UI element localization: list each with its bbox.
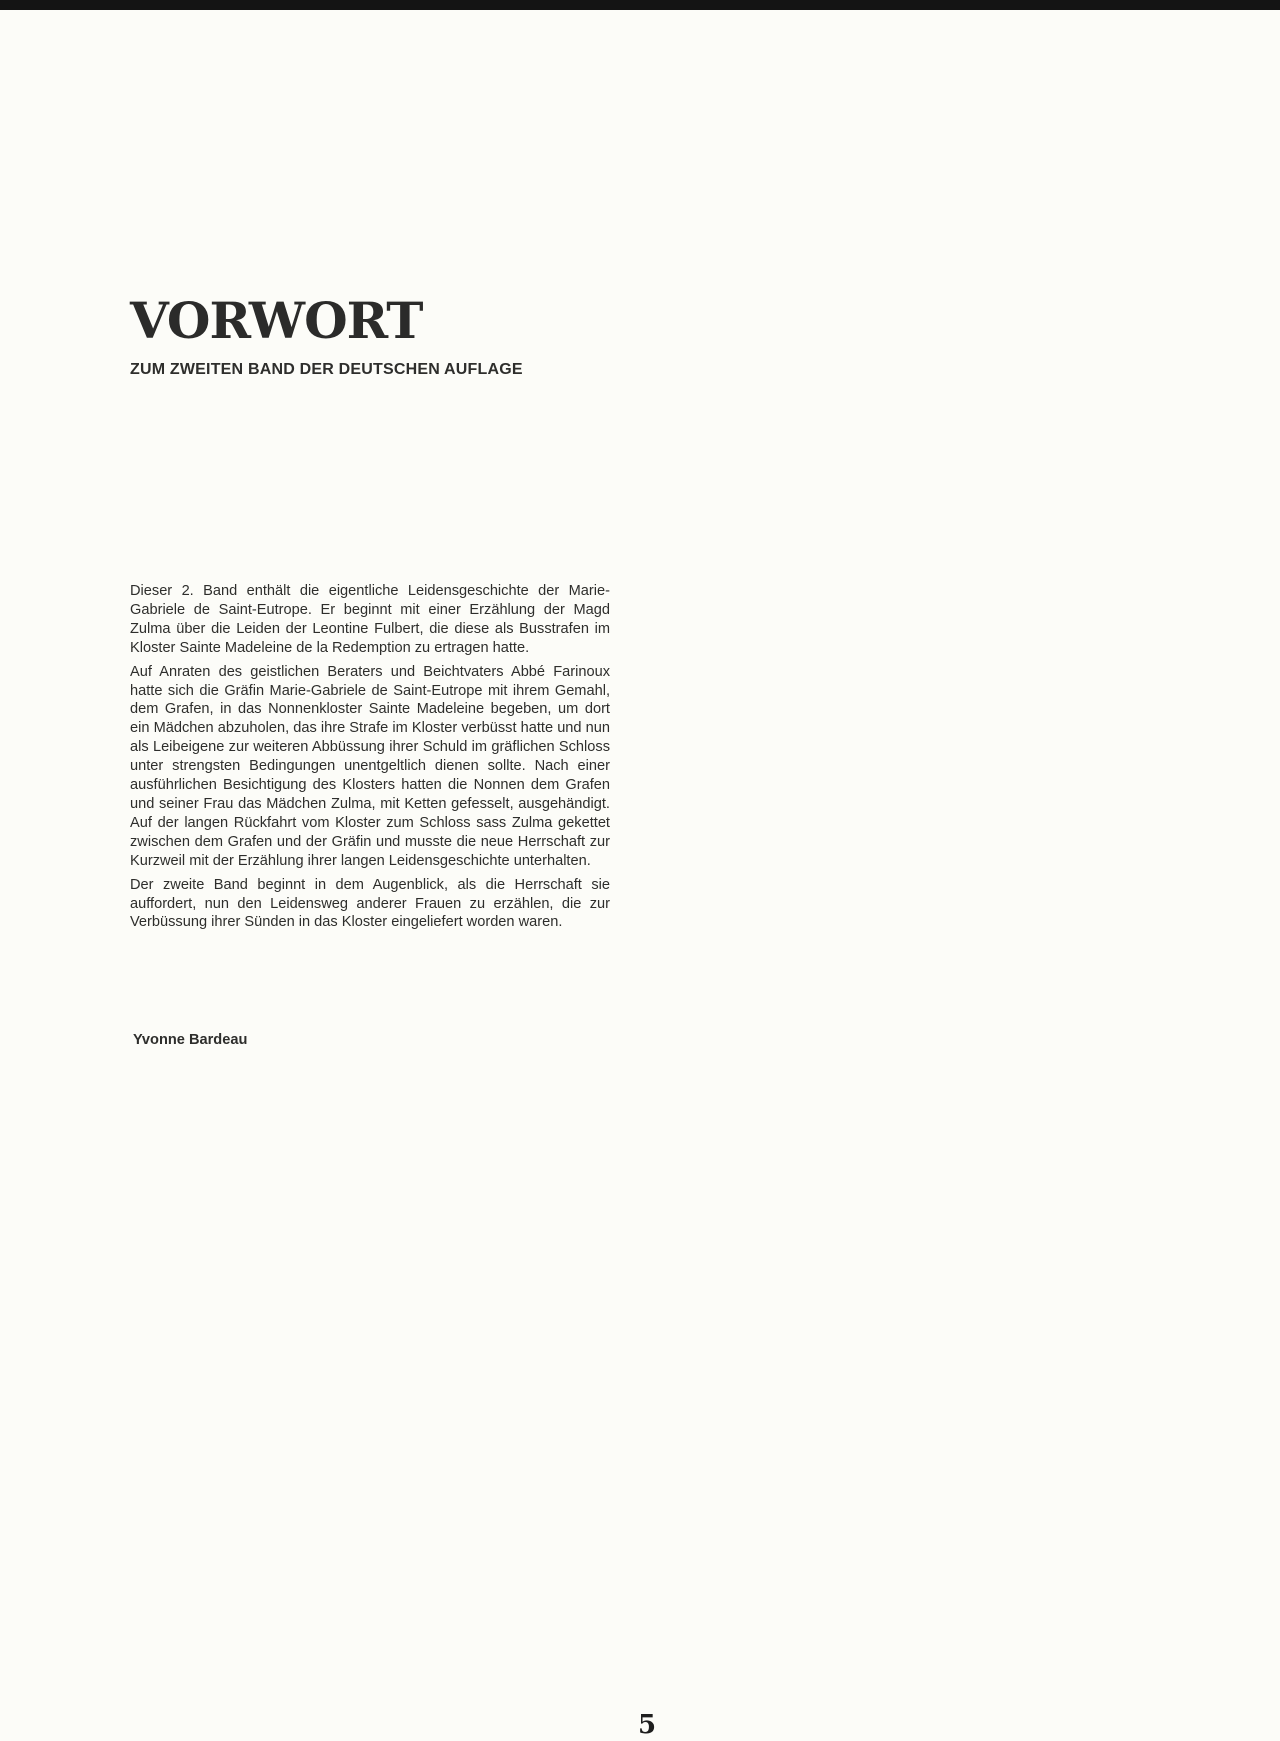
paragraph-2: Auf Anraten des geistlichen Beraters und Beichtvaters Abbé Farinoux hatte sich die Gräfin Marie-Gabriele de Saint-Eutrope mit ihrem Gemahl, dem Grafen, in das Nonnenkloster Sainte Madeleine begeben, um dort ein Mädchen abzuholen, das ihre Strafe im Kloster verbüsst hatte und nun als Leibeigene zur weiteren Abbüssung ihrer Schuld im gräflichen Schloss unter strengsten Bedingungen unentgeltlich dienen sollte. Nach einer ausführlichen Besichtigung des Klosters hatten die Nonnen dem Grafen und seiner Frau das Mädchen Zulma, mit Ketten gefesselt, ausgehändigt. Auf der langen Rückfahrt vom Kloster zum Schloss sass Zulma gekettet zwischen dem Grafen und der Gräfin und musste die neue Herrschaft zur Kurzweil mit der Erzählung ihrer langen Leidensgeschichte unterhalten. — [130, 663, 610, 869]
page-title: VORWORT — [130, 291, 423, 350]
top-border — [0, 0, 1280, 10]
paragraph-3: Der zweite Band beginnt in dem Augenblick, als die Herrschaft sie auffordert, nun den Leidensweg anderer Frauen zu erzählen, die zur Verbüssung ihrer Sünden in das Kloster eingeliefert worden waren. — [130, 876, 610, 931]
paragraph-1: Dieser 2. Band enthält die eigentliche Leidensgeschichte der Marie-Gabriele de Saint-Eutrope. Er beginnt mit einer Erzählung der Magd Zulma über die Leiden der Leontine Fulbert, die diese als Busstrafen im Kloster Sainte Madeleine de la Redemption zu ertragen hatte. — [130, 583, 610, 656]
body-text — [130, 582, 610, 937]
page-number: 5 — [638, 1710, 657, 1740]
page-subtitle: ZUM ZWEITEN BAND DER DEUTSCHEN AUFLAGE — [130, 361, 523, 378]
author-signature: Yvonne Bardeau — [133, 1032, 248, 1048]
